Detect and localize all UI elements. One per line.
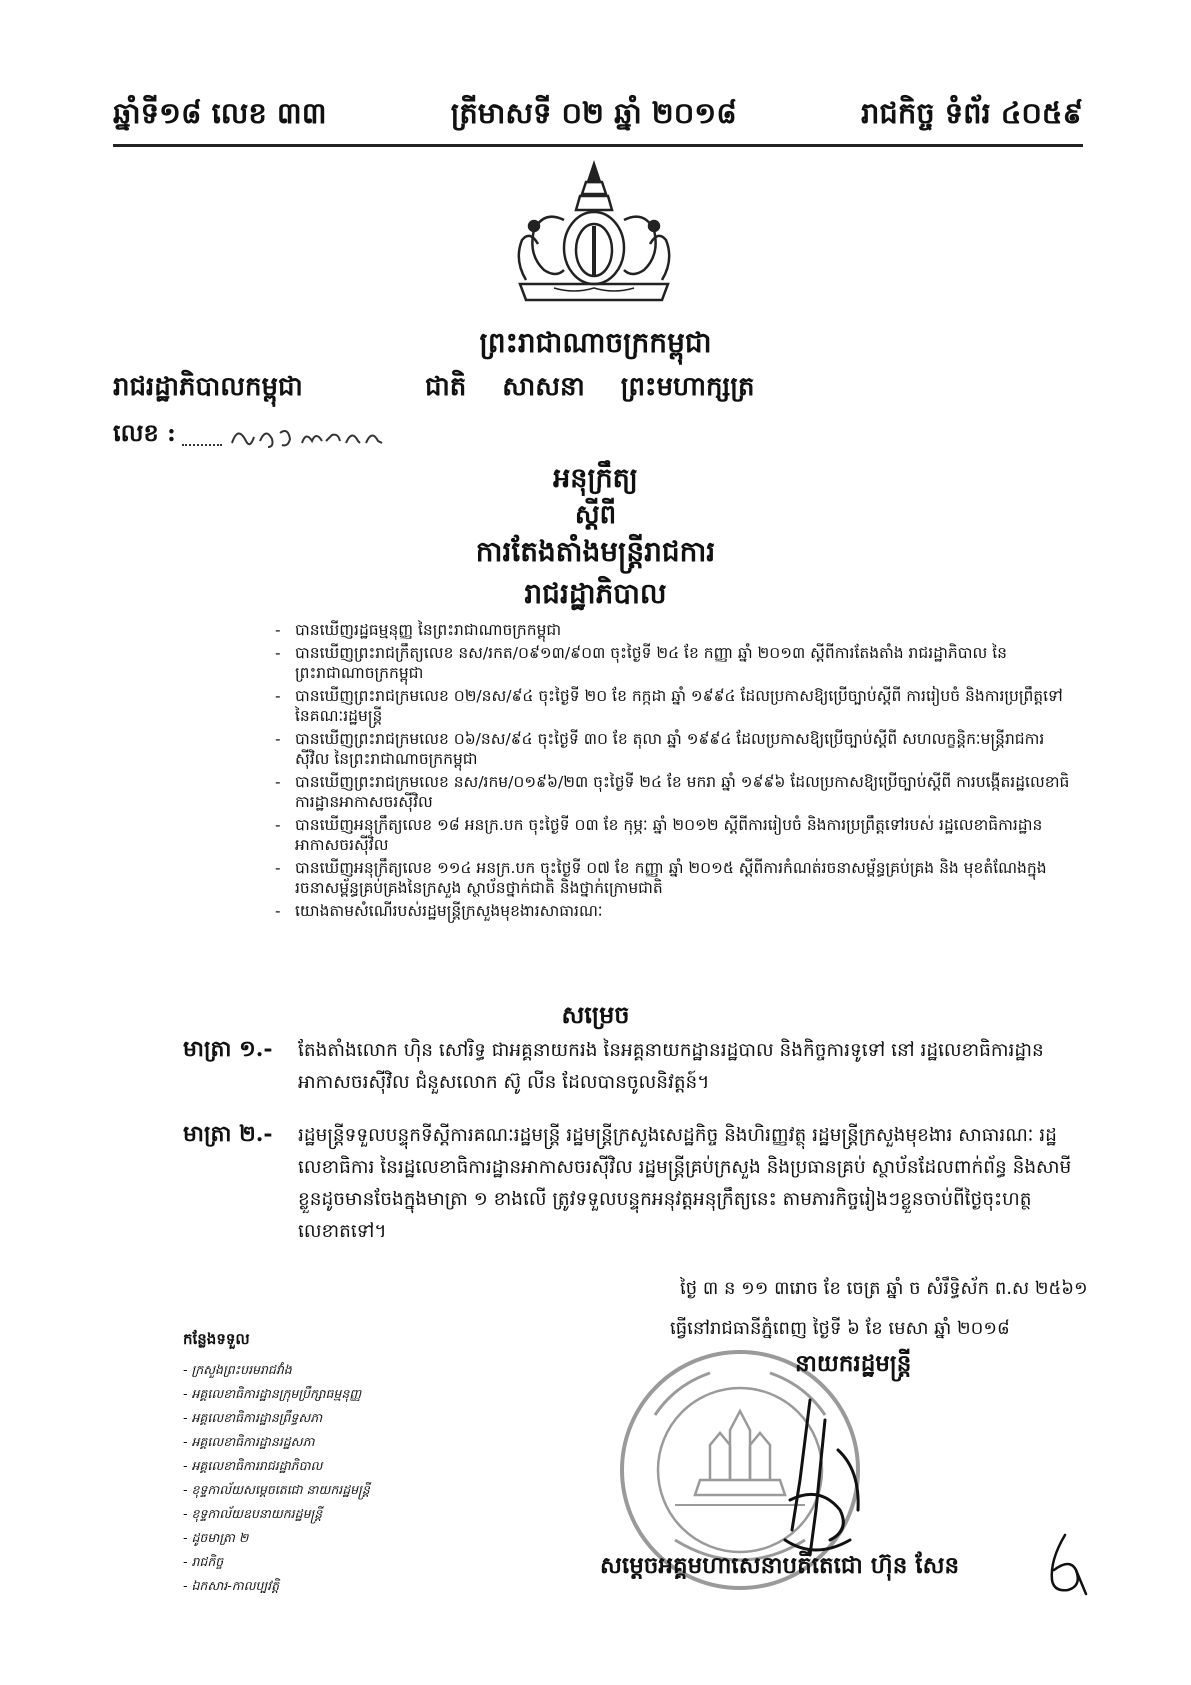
gazette-issue: ឆ្នាំទី១៨ លេខ ៣៣ (113, 96, 327, 130)
decision-heading: សម្រេច (561, 1000, 630, 1029)
consideration-item: - បានឃើញព្រះរាជក្រមលេខ ០២/នស/៩៤ ចុះថ្ងៃទី ២០ ខែ កក្កដា ឆ្នាំ ១៩៩៤ ដែលប្រកាសឱ្យប្រើច្បាប់ស្តីពី ការរៀបចំ និងការប្រព្រឹត្តទៅ នៃគណៈរដ្ឋមន្ត្រី (275, 686, 1075, 727)
handwritten-initial (1040, 1530, 1090, 1600)
document-issuer: រាជរដ្ឋាភិបាល (524, 577, 667, 610)
lunar-date: ថ្ងៃ ៣ ន ១១ ៣រោច ខែ ចេត្រ ឆ្នាំ ច សំរឹទ្ធិស័ក ព.ស ២៥៦១ (680, 1278, 1088, 1299)
document-subject: ការតែងតាំងមន្ត្រីរាជការ (475, 535, 716, 568)
document-type: អនុក្រឹត្យ (553, 463, 638, 494)
recipient-item: - ក្រសួងព្រះបរមរាជវាំង (183, 1358, 423, 1382)
recipients-block (183, 1330, 423, 1598)
recipient-item: - អគ្គលេខាធិការដ្ឋានក្រុមប្រឹក្សាធម្មនុញ្ញ (183, 1382, 423, 1406)
recipient-item: - ដូចមាត្រា ២ (183, 1526, 423, 1550)
article-2-text: រដ្ឋមន្ត្រីទទួលបន្ទុកទីស្តីការគណៈរដ្ឋមន្ត្រី រដ្ឋមន្ត្រីក្រសួងសេដ្ឋកិច្ច និងហិរញ្ញវត្ថុ រដ្ឋមន្ត្រីក្រសួងមុខងារ សាធារណៈ រដ្ឋលេខាធិការ នៃរដ្ឋលេខាធិការដ្ឋានអាកាសចរស៊ីវិល រដ្ឋមន្ត្រីគ្រប់ក្រសួង និងប្រធានគ្រប់ ស្ថាប័នដែលពាក់ព័ន្ធ និងសាមីខ្លួនដូចមានចែងក្នុងមាត្រា ១ ខាងលើ ត្រូវទទួលបន្ទុកអនុវត្តអនុក្រឹត្យនេះ តាមភារកិច្ចរៀងៗខ្លួនចាប់ពីថ្ងៃចុះហត្ថលេខាតទៅ។ (298, 1125, 1072, 1242)
consideration-item: - បានឃើញព្រះរាជក្រមលេខ នស/រកម/០១៩៦/២៣ ចុះថ្ងៃទី ២៤ ខែ មករា ឆ្នាំ ១៩៩៦ ដែលប្រកាសឱ្យប្រើច្បាប់ស្តីពី ការបង្កើតរដ្ឋលេខាធិការដ្ឋានអាកាសចរស៊ីវិល (275, 772, 1075, 813)
article-2 (183, 1120, 1083, 1248)
article-1 (183, 1035, 1083, 1099)
recipient-item: - ខុទ្ទកាល័យសម្តេចតេជោ នាយករដ្ឋមន្ត្រី (183, 1478, 423, 1502)
article-2-label: មាត្រា ២.- (183, 1121, 273, 1147)
gazette-header (113, 92, 1083, 142)
consideration-item: - យោងតាមសំណើរបស់រដ្ឋមន្ត្រីក្រសួងមុខងារសាធារណៈ (275, 901, 1075, 922)
recipient-item: - អគ្គលេខាធិការដ្ឋានព្រឹទ្ធសភា (183, 1406, 423, 1430)
considerations-list (275, 620, 1075, 923)
article-1-text: តែងតាំងលោក ហ៊ិន សៅរិទ្ធ ជាអគ្គនាយករង នៃអគ្គនាយកដ្ឋានរដ្ឋបាល និងកិច្ចការទូទៅ នៅ រដ្ឋលេខាធិការដ្ឋានអាកាសចរស៊ីវិល ជំនួសលោក ស៊ូ លីន ដែលបានចូលនិវត្តន៍។ (298, 1040, 1044, 1093)
place-and-date: ធ្វើនៅរាជធានីភ្នំពេញ ថ្ងៃទី ៦ ខែ មេសា ឆ្នាំ ២០១៨ (670, 1318, 1010, 1339)
kingdom-heading: ព្រះរាជាណាចក្រកម្ពុជា (479, 326, 712, 359)
recipient-item: - ឯកសារ-កាលប្បវត្តិ (183, 1574, 423, 1598)
signatory-title: នាយករដ្ឋមន្ត្រី (795, 1350, 912, 1377)
consideration-item: - បានឃើញព្រះរាជក្រឹត្យលេខ នស/រកត/០៩១៣/៩០៣ ចុះថ្ងៃទី ២៤ ខែ កញ្ញា ឆ្នាំ ២០១៣ ស្តីពីការតែងតាំង រាជរដ្ឋាភិបាល នៃព្រះរាជាណាចក្រកម្ពុជា (275, 643, 1075, 684)
document-number-dots (182, 426, 222, 446)
motto-nation: ជាតិ (425, 372, 467, 402)
recipient-item: - ខុទ្ទកាល័យឧបនាយករដ្ឋមន្ត្រី (183, 1502, 423, 1526)
royal-arms-emblem (504, 160, 684, 320)
gazette-page: រាជកិច្ច ទំព័រ ៤០៥៩ (861, 96, 1083, 130)
document-about: ស្តីពី (574, 500, 617, 530)
document-number-label: លេខ : (113, 418, 176, 447)
recipients-title: កន្លែងទទួល (183, 1330, 250, 1348)
national-motto (425, 370, 754, 408)
gazette-quarter: ត្រីមាសទី ០២ ឆ្នាំ ២០១៨ (450, 96, 737, 130)
motto-religion: សាសនា (502, 372, 585, 402)
recipients-list (183, 1358, 423, 1598)
consideration-item: - បានឃើញព្រះរាជក្រមលេខ ០៦/នស/៩៤ ចុះថ្ងៃទី ៣០ ខែ តុលា ឆ្នាំ ១៩៩៤ ដែលប្រកាសឱ្យប្រើច្បាប់ស្តីពី សហលក្ខន្តិកៈមន្ត្រីរាជការស៊ីវិល នៃព្រះរាជាណាចក្រកម្ពុជា (275, 729, 1075, 770)
consideration-item: - បានឃើញអនុក្រឹត្យលេខ ១៨ អនក្រ.បក ចុះថ្ងៃទី ០៣ ខែ កុម្ភៈ ឆ្នាំ ២០១២ ស្តីពីការរៀបចំ និងការប្រព្រឹត្តទៅរបស់ រដ្ឋលេខាធិការដ្ឋានអាកាសចរស៊ីវិល (275, 815, 1075, 856)
handwritten-signature (770, 1390, 880, 1570)
recipient-item: - អគ្គលេខាធិការដ្ឋានរដ្ឋសភា (183, 1430, 423, 1454)
signatory-name: សម្តេចអគ្គមហាសេនាបតីតេជោ ហ៊ុន សែន (600, 1552, 960, 1579)
document-number (113, 418, 388, 453)
handwritten-document-number (228, 419, 388, 453)
header-rule (113, 144, 1083, 147)
recipient-item: - រាជកិច្ច (183, 1550, 423, 1574)
article-1-label: មាត្រា ១.- (183, 1036, 273, 1062)
government-heading: រាជរដ្ឋាភិបាលកម្ពុជា (113, 372, 303, 402)
motto-king: ព្រះមហាក្សត្រ (620, 372, 755, 402)
consideration-item: - បានឃើញអនុក្រឹត្យលេខ ១១៤ អនក្រ.បក ចុះថ្ងៃទី ០៧ ខែ កញ្ញា ឆ្នាំ ២០១៥ ស្តីពីការកំណត់រចនាសម្ព័ន្ធគ្រប់គ្រង និង មុខតំណែងក្នុងរចនាសម្ព័ន្ធគ្រប់គ្រងនៃក្រសួង ស្ថាប័នថ្នាក់ជាតិ និងថ្នាក់ក្រោមជាតិ (275, 858, 1075, 899)
consideration-item: - បានឃើញរដ្ឋធម្មនុញ្ញ នៃព្រះរាជាណាចក្រកម្ពុជា (275, 620, 1075, 641)
recipient-item: - អគ្គលេខាធិការរាជរដ្ឋាភិបាល (183, 1454, 423, 1478)
